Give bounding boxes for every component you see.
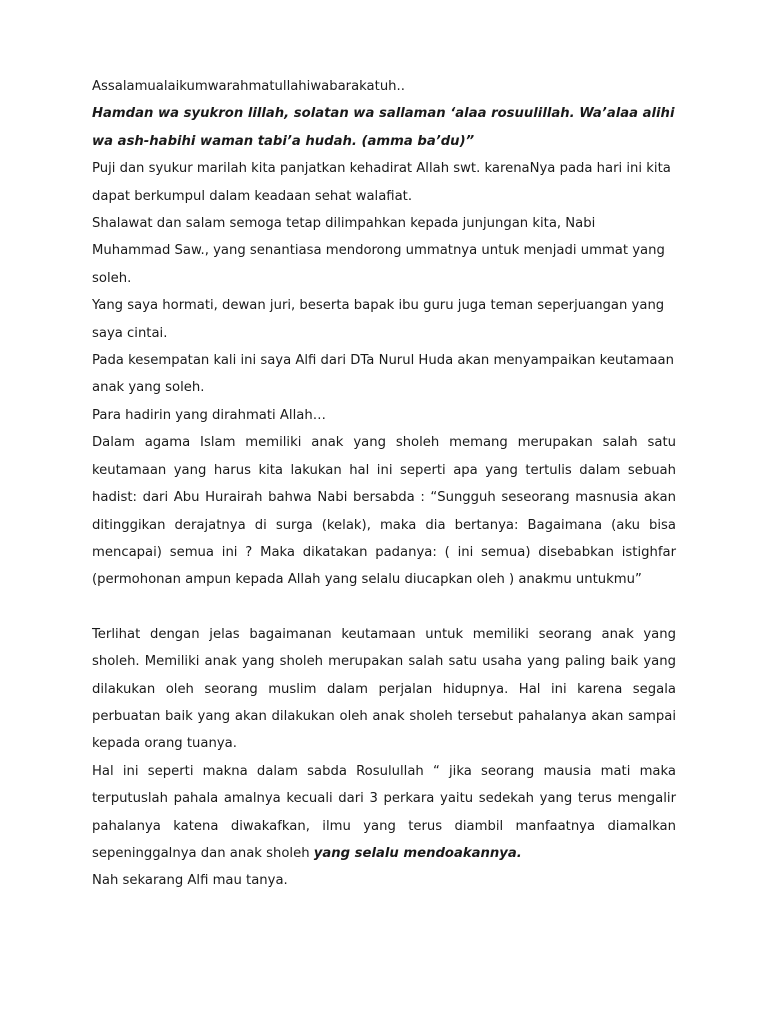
introduction-paragraph: Pada kesempatan kali ini saya Alfi dari DTa Nurul Huda akan menyampaikan keutamaan anak yang soleh. (92, 353, 674, 396)
greeting-paragraph: Assalamualaikumwarahmatullahiwabarakatuh.. (92, 79, 405, 94)
virtue-paragraph: Terlihat dengan jelas bagaimanan keutamaan untuk memiliki seorang anak yang sholeh. Memiliki anak yang sholeh merupakan salah satu usaha yang paling baik yang dilakukan oleh seorang muslim dalam perjalan hidupnya. Hal ini karena segala perbuatan baik yang akan dilakukan oleh anak sholeh tersebut pahalanya akan sampai kepada orang tuanya. (92, 626, 676, 752)
closing-question-paragraph: Nah sekarang Alfi mau tanya. (92, 873, 288, 889)
opening-prayer-paragraph: Hamdan wa syukron lillah, solatan wa sallaman ‘alaa rosuulillah. Wa’alaa alihi wa ash-habihi waman tabi’a hudah. (amma ba’du)” (92, 106, 675, 149)
respect-paragraph: Yang saya hormati, dewan juri, beserta bapak ibu guru juga teman seperjuangan yang saya cintai. (92, 298, 665, 341)
gratitude-paragraph: Puji dan syukur marilah kita panjatkan kehadirat Allah swt. karenaNya pada hari ini kita dapat berkumpul dalam keadaan sehat walafiat. (92, 161, 671, 204)
sabda-paragraph (92, 758, 676, 868)
paragraph-spacer (92, 594, 676, 621)
hadith-paragraph: Dalam agama Islam memiliki anak yang sholeh memang merupakan salah satu keutamaan yang harus kita lakukan hal ini seperti apa yang tertulis dalam sebuah hadist: dari Abu Hurairah bahwa Nabi bersabda : “Sungguh seseorang masnusia akan ditinggikan derajatnya di surga (kelak), maka dia bertanya: Bagaimana (aku bisa mencapai) semua ini ? Maka dikatakan padanya: ( ini semua) disebabkan istighfar (permohonan ampun kepada Allah yang selalu diucapkan oleh ) anakmu untukmu” (92, 435, 676, 588)
sabda-text: Hal ini seperti makna dalam sabda Rosulullah “ jika seorang mausia mati maka terputuslah pahala amalnya kecuali dari 3 perkara yaitu sedekah yang terus mengalir pahalanya katena diwakafkan, ilmu yang terus diambil manfaatnya diamalkan sepeninggalnya dan anak sholeh (92, 763, 676, 861)
sabda-emphasis: yang selalu mendoakannya. (313, 845, 522, 861)
shalawat-paragraph: Shalawat dan salam semoga tetap dilimpahkan kepada junjungan kita, Nabi Muhammad Saw., yang senantiasa mendorong ummatnya untuk menjadi ummat yang soleh. (92, 216, 665, 286)
audience-greeting-paragraph: Para hadirin yang dirahmati Allah… (92, 407, 326, 423)
